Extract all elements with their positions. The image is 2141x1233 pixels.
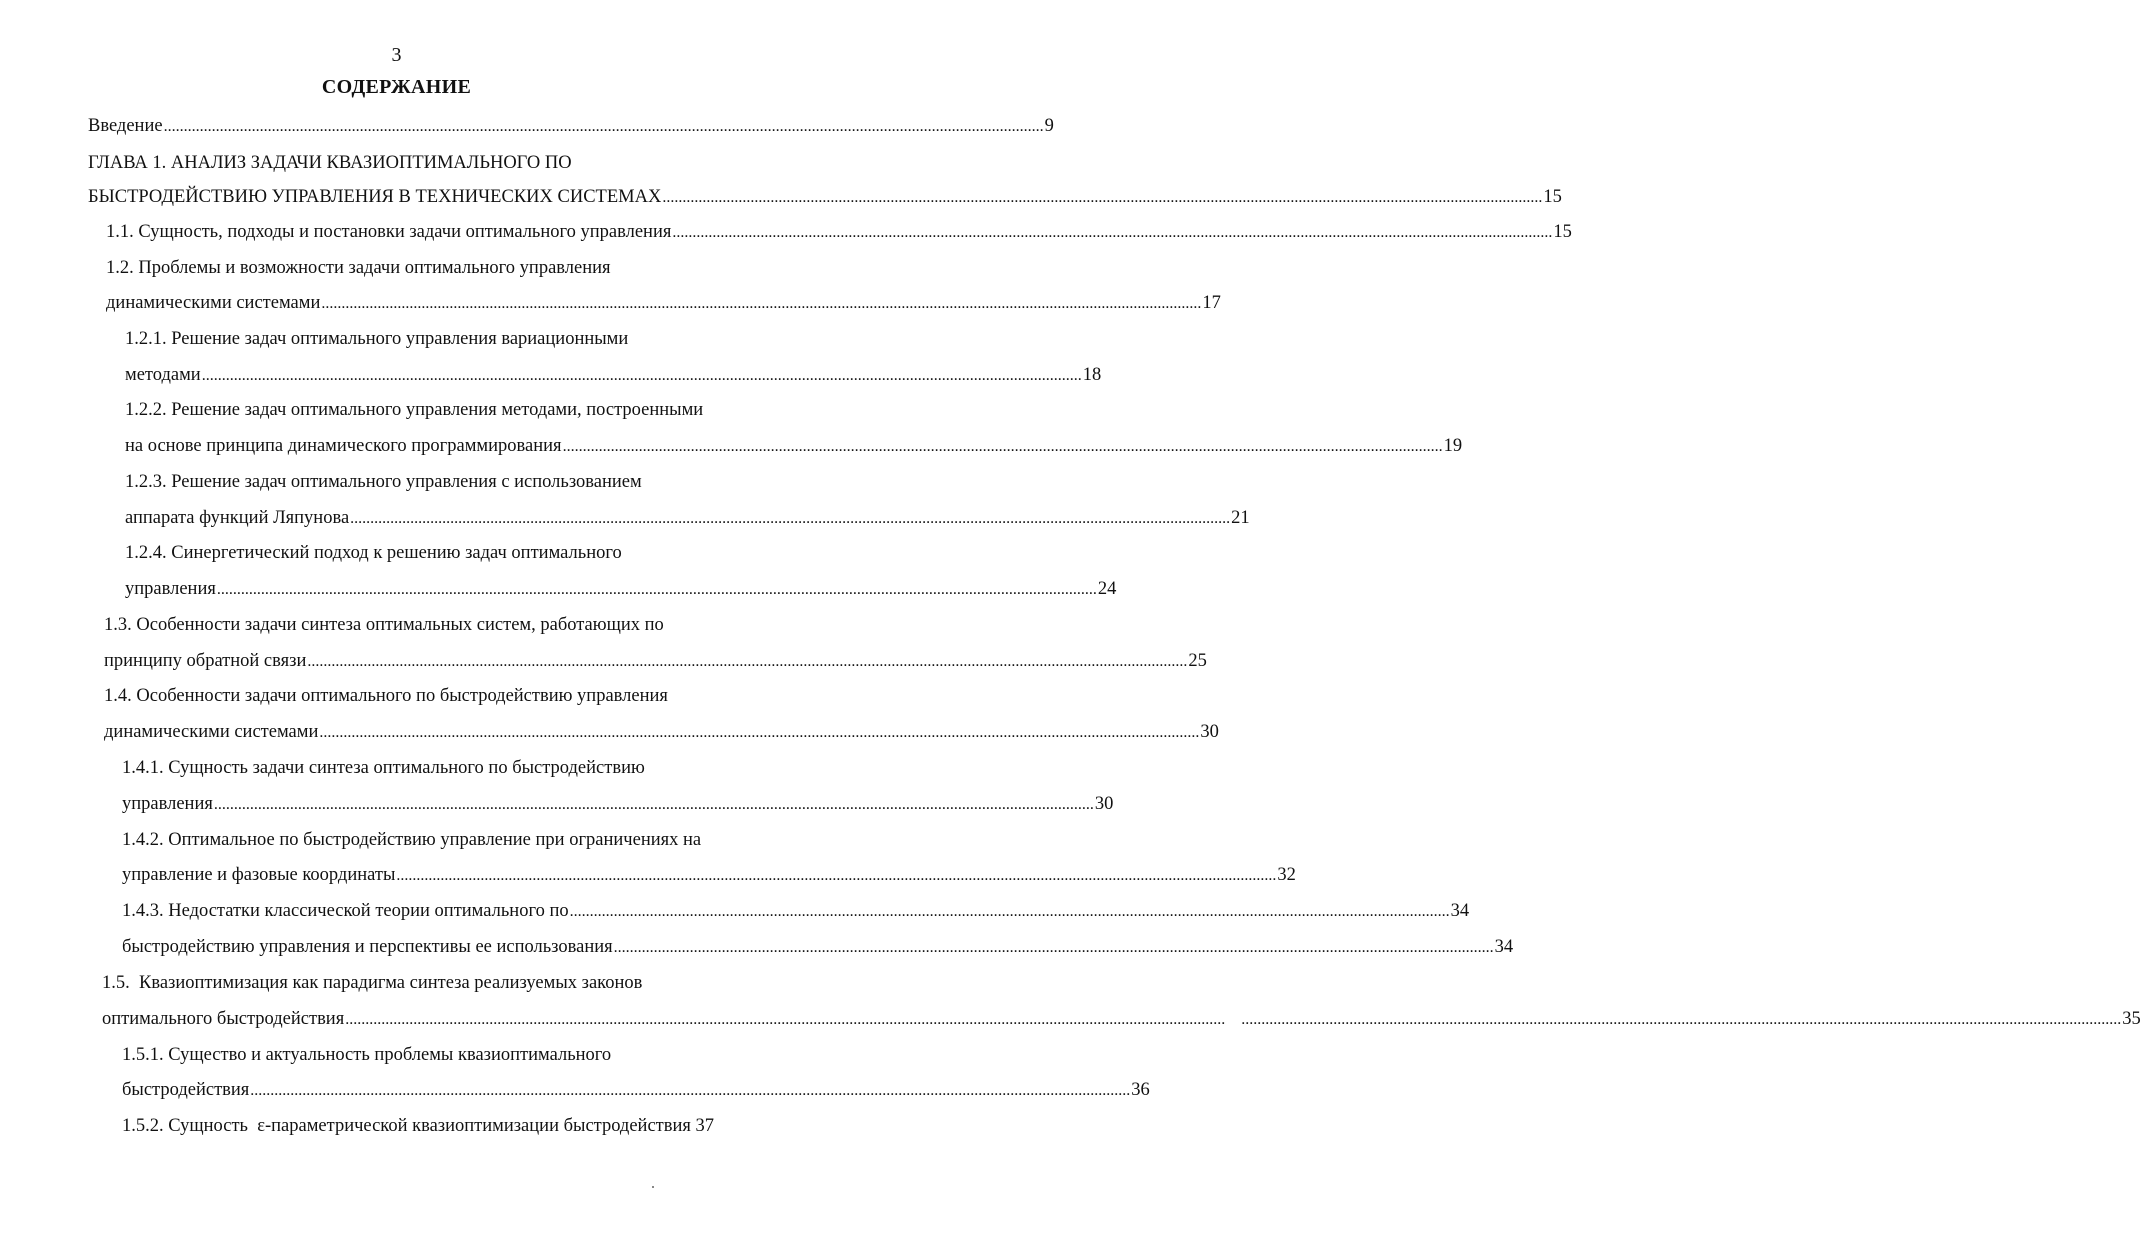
scan-speck — [652, 1186, 654, 1188]
toc-entry-page: 35 — [2122, 1009, 2141, 1029]
toc-entry-text: управления — [122, 794, 213, 814]
toc-entry — [88, 184, 1562, 210]
toc-entry — [88, 150, 572, 176]
toc-entry-text: 1.5. Квазиоптимизация как парадигма синтеза реализуемых законов — [102, 973, 643, 993]
toc-entry-text: 1.4.2. Оптимальное по быстродействию управление при ограничениях на — [122, 830, 702, 850]
toc-entry-page: 15 — [1543, 187, 1562, 207]
toc-entry-text: 1.2.2. Решение задач оптимального управления методами, построенными — [125, 400, 704, 420]
toc-entry — [125, 362, 1102, 388]
toc-entry-text: 1.4.1. Сущность задачи синтеза оптимального по быстродействию — [122, 758, 645, 778]
toc-entry-page: 17 — [1202, 293, 1221, 313]
toc-entry — [125, 433, 1463, 459]
toc-entry-text: 1.2.4. Синергетический подход к решению задач оптимального — [125, 543, 622, 563]
toc-entry — [122, 1077, 1150, 1103]
toc-entry-text: 1.5.1. Существо и актуальность проблемы квазиоптимального — [122, 1045, 612, 1065]
leader-dots: ............................................................................................................................................................................................................................ — [1241, 1011, 2122, 1028]
toc-entry-page: 30 — [1200, 722, 1219, 742]
toc-entry-page: 25 — [1188, 651, 1207, 671]
toc-entry — [122, 898, 1470, 924]
toc-entry-text: управления — [125, 579, 216, 599]
leader-dots: ............................................................................................................................................................................................................................ — [201, 367, 1082, 384]
leader-dots: ............................................................................................................................................................................................................................ — [562, 438, 1443, 455]
toc-entry-text: быстродействию управления и перспективы ее использования — [122, 937, 613, 957]
toc-entry — [88, 113, 1054, 139]
toc-entry — [125, 326, 628, 352]
toc-entry — [106, 255, 611, 281]
leader-dots: ............................................................................................................................................................................................................................ — [307, 653, 1188, 670]
leader-dots: ............................................................................................................................................................................................................................ — [250, 1082, 1131, 1099]
toc-entry-page: 19 — [1443, 436, 1463, 456]
leader-dots: ............................................................................................................................................................................................................................ — [319, 724, 1200, 741]
toc-entry — [125, 505, 1250, 531]
toc-entry — [122, 755, 645, 781]
leader-dots: ............................................................................................................................................................................................................................ — [613, 939, 1494, 956]
toc-entry — [125, 576, 1117, 602]
page-title: СОДЕРЖАНИЕ — [321, 76, 472, 98]
toc-entry-text: 1.2. Проблемы и возможности задачи оптимального управления — [106, 258, 611, 278]
toc-entry-text: БЫСТРОДЕЙСТВИЮ УПРАВЛЕНИЯ В ТЕХНИЧЕСКИХ СИСТЕМАХ — [88, 187, 662, 207]
leader-dots: ............................................................................................................................................................................................................................ — [216, 581, 1097, 598]
toc-entry — [106, 290, 1221, 316]
toc-entry — [102, 1006, 2141, 1032]
leader-dots: ............................................................................................................................................................................................................................ — [213, 796, 1094, 813]
toc-entry-text: 1.4.3. Недостатки классической теории оптимального по — [122, 901, 569, 921]
toc-entry — [122, 1042, 611, 1068]
toc-entry — [122, 1113, 714, 1139]
toc-entry-text: динамическими системами — [104, 722, 319, 742]
toc-entry-text: 1.2.3. Решение задач оптимального управления с использованием — [125, 472, 642, 492]
toc-entry-page: 30 — [1094, 794, 1114, 814]
toc-entry-text: 1.5.2. Сущность ε-параметрической квазиоптимизации быстродействия 37 — [122, 1116, 715, 1136]
toc-entry — [125, 469, 642, 495]
leader-dots: ............................................................................................................................................................................................................................ — [163, 118, 1044, 135]
toc-entry-page: 34 — [1450, 901, 1470, 921]
leader-dots: ............................................................................................................................................................................................................................ — [569, 903, 1450, 920]
toc-entry-text: 1.4. Особенности задачи оптимального по быстродействию управления — [104, 686, 668, 706]
leader-dots: ............................................................................................................................................................................................................................ — [321, 295, 1202, 312]
toc-entry-text: аппарата функций Ляпунова — [125, 508, 350, 528]
toc-entry — [106, 219, 1572, 245]
page-number: 3 — [391, 44, 402, 66]
toc-entry-text: ГЛАВА 1. АНАЛИЗ ЗАДАЧИ КВАЗИОПТИМАЛЬНОГО ПО — [88, 153, 572, 173]
toc-entry — [104, 612, 664, 638]
toc-entry-page: 15 — [1553, 222, 1572, 242]
toc-entry-page: 36 — [1131, 1080, 1150, 1100]
toc-entry — [122, 862, 1296, 888]
toc-entry-page: 34 — [1494, 937, 1514, 957]
leader-dots: ............................................................................................................................................................................................................................ — [350, 510, 1231, 527]
leader-dots: ............................................................................................................................................................................................................................ — [345, 1011, 1226, 1028]
toc-entry — [104, 719, 1219, 745]
toc-entry — [125, 397, 703, 423]
toc-entry-page: 9 — [1044, 116, 1054, 136]
leader-dots: ............................................................................................................................................................................................................................ — [662, 189, 1543, 206]
toc-entry — [125, 540, 622, 566]
toc-entry — [104, 648, 1207, 674]
toc-entry-text: Введение — [88, 116, 163, 136]
toc-entry-text: принципу обратной связи — [104, 651, 307, 671]
toc-entry — [122, 827, 701, 853]
toc-entry-text: быстродействия — [122, 1080, 250, 1100]
toc-entry-page: 32 — [1277, 865, 1296, 885]
toc-entry-text: управление и фазовые координаты — [122, 865, 396, 885]
toc-entry-text: на основе принципа динамического программирования — [125, 436, 562, 456]
toc-entry-page: 24 — [1097, 579, 1117, 599]
toc-entry-text: 1.2.1. Решение задач оптимального управления вариационными — [125, 329, 629, 349]
toc-entry-text: 1.1. Сущность, подходы и постановки задачи оптимального управления — [106, 222, 672, 242]
toc-entry — [122, 791, 1114, 817]
toc-entry-text: методами — [125, 365, 201, 385]
toc-entry-text: 1.3. Особенности задачи синтеза оптимальных систем, работающих по — [104, 615, 664, 635]
leader-dots: ............................................................................................................................................................................................................................ — [396, 867, 1277, 884]
toc-entry-page: 21 — [1231, 508, 1250, 528]
toc-entry-page: 18 — [1082, 365, 1102, 385]
leader-dots: ............................................................................................................................................................................................................................ — [672, 224, 1553, 241]
toc-entry-text: динамическими системами — [106, 293, 321, 313]
toc-entry — [122, 934, 1514, 960]
toc-entry — [102, 970, 642, 996]
toc-entry — [104, 683, 668, 709]
toc-entry-text: оптимального быстродействия — [102, 1009, 345, 1029]
